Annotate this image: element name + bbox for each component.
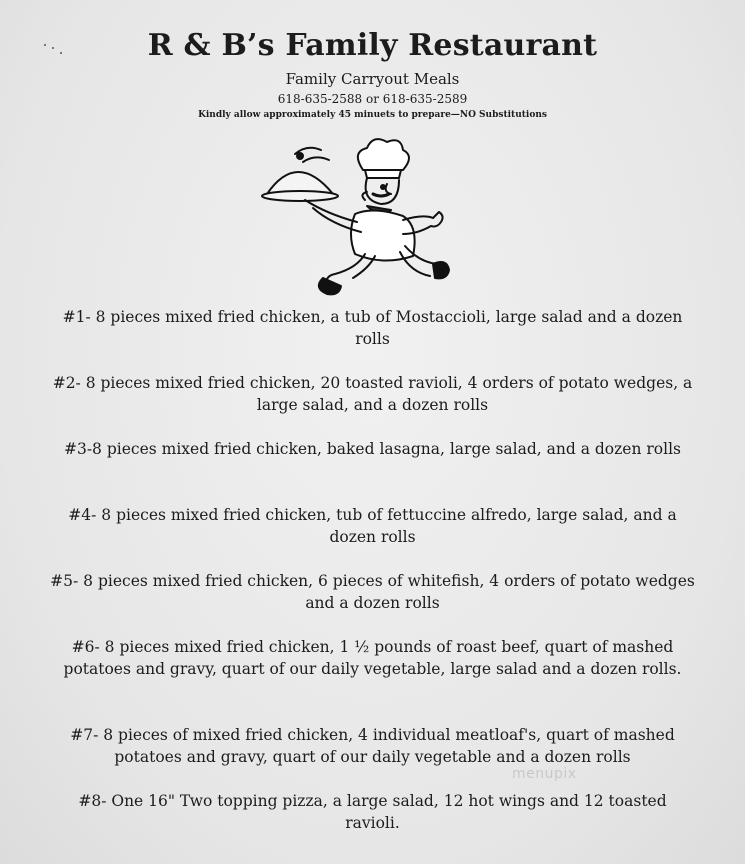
menu-item-1: #1- 8 pieces mixed fried chicken, a tub of Mostaccioli, large salad and a dozen rolls — [62, 308, 683, 348]
menu-item-6: #6- 8 pieces mixed fried chicken, 1 ½ pounds of roast beef, quart of mashed potatoes and gravy, quart of our daily vegetable, large salad and a dozen rolls. — [63, 638, 682, 678]
prep-time-notice: Kindly allow approximately 45 minuets to prepare—NO Substitutions — [198, 110, 547, 120]
page-subtitle: Family Carryout Meals — [285, 70, 460, 88]
menu-item-5: #5- 8 pieces mixed fried chicken, 6 pieces of whitefish, 4 orders of potato wedges and a dozen rolls — [50, 572, 695, 612]
restaurant-title: R & B’s Family Restaurant — [147, 28, 598, 63]
chef-carrying-cloche-icon — [255, 132, 465, 302]
menu-item-8: #8- One 16" Two topping pizza, a large salad, 12 hot wings and 12 toasted ravioli. — [78, 792, 667, 832]
menu-item-7: #7- 8 pieces of mixed fried chicken, 4 individual meatloaf's, quart of mashed potatoes and gravy, quart of our daily vegetable and a dozen rolls — [70, 726, 675, 766]
watermark: menupix — [512, 766, 577, 782]
menu-item-2: #2- 8 pieces mixed fried chicken, 20 toasted ravioli, 4 orders of potato wedges, a large salad, and a dozen rolls — [52, 374, 693, 414]
phone-numbers: 618-635-2588 or 618-635-2589 — [277, 92, 468, 106]
menu-item-3: #3-8 pieces mixed fried chicken, baked lasagna, large salad, and a dozen rolls — [63, 440, 682, 458]
menu-item-4: #4- 8 pieces mixed fried chicken, tub of fettuccine alfredo, large salad, and a dozen rolls — [68, 506, 677, 546]
